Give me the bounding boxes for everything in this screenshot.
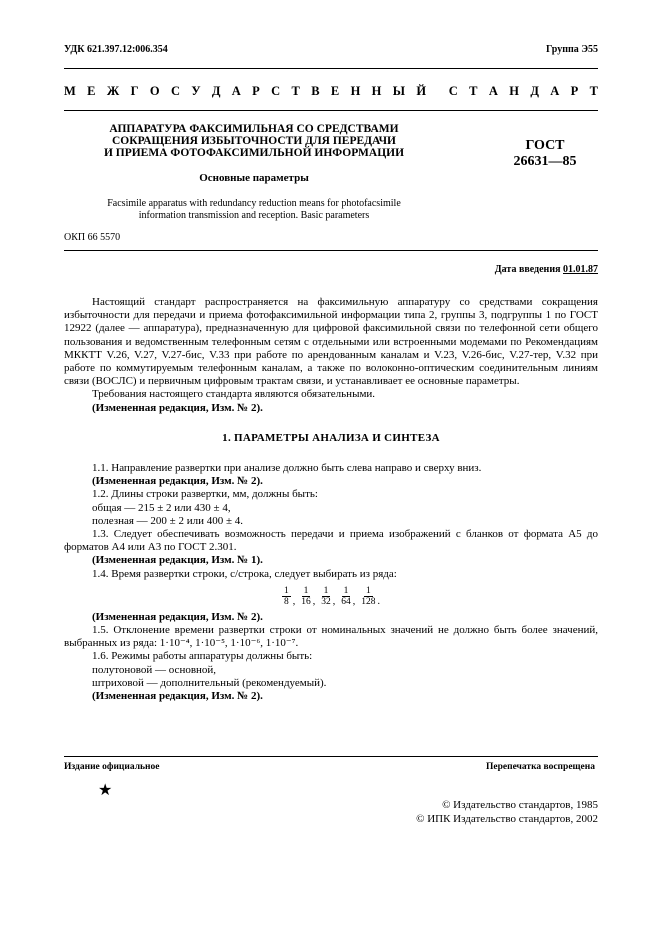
fraction — [321, 586, 331, 607]
footer-rule — [64, 756, 598, 757]
banner-letter: Д — [211, 84, 221, 98]
amendment-note: (Измененная редакция, Изм. № 2). — [92, 475, 263, 488]
banner-letter: Р — [252, 84, 260, 98]
mandatory-note: Требования настоящего стандарта являются обязательными. — [92, 388, 376, 401]
fraction-separator: . — [377, 595, 380, 607]
fraction-separator: , — [292, 595, 296, 607]
fraction-denominator: 32 — [321, 596, 331, 607]
fraction — [361, 586, 375, 607]
main-text — [64, 296, 598, 703]
english-title-line-2: information transmission and reception. Basic parameters — [138, 210, 370, 221]
banner-letter: Н — [509, 84, 519, 98]
star-icon: ★ — [98, 782, 113, 799]
fraction-numerator: 1 — [303, 585, 309, 596]
banner-letter: А — [231, 84, 241, 98]
fraction-denominator: 128 — [361, 596, 376, 607]
copyright-2002: © ИПК Издательство стандартов, 2002 — [416, 813, 598, 825]
title-line-1: АППАРАТУРА ФАКСИМИЛЬНАЯ СО СРЕДСТВАМИ — [109, 123, 399, 135]
banner-letter: Е — [87, 84, 96, 98]
scan-time-fractions — [64, 586, 598, 607]
clause-1-2-total: общая — 215 ± 2 или 430 ± 4, — [92, 501, 231, 514]
clause-1-6-line: штриховой — дополнительный (рекомендуемый). — [92, 676, 327, 689]
fraction-denominator: 64 — [341, 596, 351, 607]
banner-letter: Й — [416, 84, 427, 98]
banner-letter: А — [488, 84, 498, 98]
banner-letter: В — [311, 84, 320, 98]
title-line-2: СОКРАЩЕНИЯ ИЗБЫТОЧНОСТИ ДЛЯ ПЕРЕДАЧИ — [112, 135, 396, 147]
fraction-denominator: 8 — [284, 596, 289, 607]
gost-label: ГОСТ — [525, 138, 565, 153]
banner-letter: Е — [330, 84, 340, 98]
banner-letter: Д — [530, 84, 539, 98]
banner-letter: Ы — [392, 84, 406, 98]
clause-1-1: 1.1. Направление развертки при анализе должно быть слева направо и сверху вниз. — [92, 462, 482, 475]
fraction — [341, 586, 351, 607]
fraction-numerator: 1 — [343, 585, 349, 596]
banner-letter: Т — [589, 84, 598, 98]
udk-code: УДК 621.397.12:006.354 — [64, 44, 168, 55]
amendment-note: (Измененная редакция, Изм. № 1). — [92, 554, 263, 567]
banner-letter: С — [271, 84, 281, 98]
okp-rule — [64, 250, 598, 251]
fraction-denominator: 16 — [301, 596, 311, 607]
banner-letter: О — [149, 84, 160, 98]
clause-1-2-useful: полезная — 200 ± 2 или 400 ± 4. — [92, 514, 244, 527]
standard-banner — [64, 84, 598, 99]
section-heading: 1. ПАРАМЕТРЫ АНАЛИЗА И СИНТЕЗА — [222, 431, 440, 444]
banner-letter: С — [170, 84, 180, 98]
banner-letter: Г — [130, 84, 139, 98]
amendment-note: (Измененная редакция, Изм. № 2). — [92, 610, 263, 623]
clause-1-4: 1.4. Время развертки строки, с/строка, следует выбирать из ряда: — [92, 567, 397, 580]
clause-1-3: 1.3. Следует обеспечивать возможность передачи и приема изображений с бланков от формата А5 до форматов А4 или А3 по ГОСТ 2.301. — [64, 528, 598, 554]
banner-letter: Ж — [106, 84, 120, 98]
copyright-1985: © Издательство стандартов, 1985 — [442, 799, 598, 811]
fraction-numerator: 1 — [323, 585, 329, 596]
banner-letter: У — [191, 84, 201, 98]
clause-1-5: 1.5. Отклонение времени развертки строки от номинальных значений не должно быть более значений, выбранных из ряда: 1·10⁻⁴, 1·10⁻⁵, 1·10⁻⁶, 1·10⁻⁷. — [64, 624, 598, 650]
banner-letter: Т — [291, 84, 300, 98]
gost-code: 26631—85 — [513, 154, 577, 169]
english-title — [64, 198, 444, 222]
banner-letter: А — [550, 84, 560, 98]
banner-letter: М — [64, 84, 76, 98]
fraction-separator: , — [312, 595, 316, 607]
okp-code: ОКП 66 5570 — [64, 232, 121, 243]
english-title-line-1: Facsimile apparatus with redundancy reduction means for photofacsimile — [107, 198, 401, 209]
fraction — [282, 586, 291, 607]
clause-1-2: 1.2. Длины строки развертки, мм, должны быть: — [92, 488, 318, 501]
amendment-note: (Измененная редакция, Изм. № 2). — [92, 690, 263, 703]
document-subtitle: Основные параметры — [199, 172, 309, 184]
top-rule — [64, 68, 598, 69]
official-edition: Издание официальное — [64, 762, 160, 772]
amendment-note: (Измененная редакция, Изм. № 2). — [92, 401, 263, 414]
effective-date — [495, 264, 598, 275]
fraction-separator: , — [332, 595, 336, 607]
copyright — [416, 798, 598, 826]
banner-letter: Т — [469, 84, 478, 98]
banner-letter: С — [448, 84, 458, 98]
fraction-numerator: 1 — [366, 585, 371, 596]
effective-date-value: 01.01.87 — [563, 264, 598, 275]
fraction — [301, 586, 311, 607]
banner-letter: Н — [371, 84, 382, 98]
group-code: Группа Э55 — [546, 44, 598, 55]
fraction-numerator: 1 — [284, 585, 289, 596]
banner-letter: Н — [350, 84, 361, 98]
document-title — [64, 123, 444, 159]
clause-1-6-halftone: полутоновой — основной, — [92, 663, 217, 676]
banner-letter: Р — [570, 84, 579, 98]
title-line-3: И ПРИЕМА ФОТОФАКСИМИЛЬНОЙ ИНФОРМАЦИИ — [103, 147, 405, 159]
clause-1-6: 1.6. Режимы работы аппаратуры должны быть: — [92, 650, 313, 663]
banner-rule — [64, 110, 598, 111]
gost-number — [505, 138, 585, 170]
intro-paragraph: Настоящий стандарт распространяется на факсимильную аппаратуру со средствами сокращения избыточности для передачи и приема фотофаксимильной информации типа 2, группы 3, подгруппы 1 по ГОСТ 12922 (далее — аппаратура), предназначенную для цифровой факсимильной связи по телефонной сети общего пользования и ведомственным телефонным сетям с отдельными или встроенными модемами по Рекомендациям МККТТ V.26, V.27, V.27-бис, V.33 при работе по арендованным каналам и V.23, V.26-бис, V.27-тер, V.32 при работе по коммутируемым телефонным каналам, а также по волоконно-оптическим соединительным линиям связи (ВОСЛС) и первичным цифровым трактам связи, и устанавливает ее основные параметры. — [64, 296, 598, 388]
reprint-prohibited: Перепечатка воспрещена — [485, 762, 595, 772]
fraction-separator: , — [352, 595, 356, 607]
effective-date-label: Дата введения — [494, 264, 561, 275]
